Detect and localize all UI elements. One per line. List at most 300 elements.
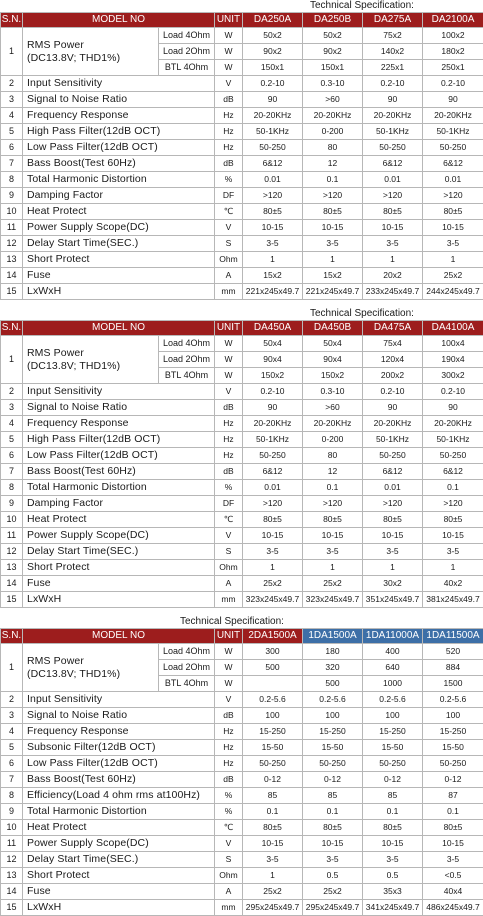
header-unit: UNIT [215,629,243,644]
value-cell: 100 [363,708,423,724]
value-cell: 50-250 [243,448,303,464]
spec-name: Bass Boost(Test 60Hz) [23,464,215,480]
row-number: 10 [1,820,23,836]
value-cell: 10-15 [363,220,423,236]
header-row [1,13,483,28]
value-cell: 80±5 [423,204,483,220]
value-cell: 341x245x49.7 [363,900,423,916]
rms-power-title: RMS Power [27,39,158,52]
unit-cell: ℃ [215,820,243,836]
spec-row [1,740,483,756]
value-cell: 1 [423,560,483,576]
value-cell: 15x2 [303,268,363,284]
value-cell: 3-5 [363,236,423,252]
rms-power-label [23,644,159,692]
spec-name: Total Harmonic Distortion [23,804,215,820]
value-cell: >120 [303,188,363,204]
value-cell: 10-15 [423,528,483,544]
spec-name: Signal to Noise Ratio [23,708,215,724]
row-number: 10 [1,512,23,528]
value-cell: 90 [363,400,423,416]
value-cell: 200x2 [363,368,423,384]
spec-row [1,284,483,300]
row-number: 6 [1,756,23,772]
header-model: MODEL NO [23,321,215,336]
header-model-name: 1DA1500A [303,629,363,644]
spec-block [0,0,483,300]
value-cell: 50-250 [423,140,483,156]
value-cell: 150x2 [243,368,303,384]
value-cell: 120x4 [363,352,423,368]
value-cell: 50-250 [423,448,483,464]
value-cell: 221x245x49.7 [243,284,303,300]
value-cell: 0-12 [243,772,303,788]
unit-cell: dB [215,772,243,788]
row-number: 1 [1,336,23,384]
value-cell: 35x3 [363,884,423,900]
rms-power-condition: (DC13.8V; THD1%) [27,360,158,373]
value-cell: 15-50 [363,740,423,756]
value-cell: 323x245x49.7 [243,592,303,608]
unit-cell: % [215,788,243,804]
spec-name: Signal to Noise Ratio [23,92,215,108]
row-number: 2 [1,384,23,400]
value-cell: 10-15 [423,220,483,236]
spec-row [1,528,483,544]
value-cell [243,676,303,692]
value-cell: 323x245x49.7 [303,592,363,608]
row-number: 2 [1,76,23,92]
unit-cell: DF [215,188,243,204]
value-cell: 0.1 [303,172,363,188]
spec-name: Heat Protect [23,204,215,220]
value-cell: 3-5 [303,852,363,868]
row-number: 3 [1,92,23,108]
value-cell: 15-250 [303,724,363,740]
value-cell: 80±5 [243,512,303,528]
value-cell: 6&12 [363,156,423,172]
header-model-name: DA275A [363,13,423,28]
value-cell: 50-1KHz [423,124,483,140]
value-cell: 25x2 [423,268,483,284]
row-number: 12 [1,236,23,252]
spec-block [0,616,483,916]
value-cell: 10-15 [243,836,303,852]
value-cell: 150x1 [303,60,363,76]
spec-name: Efficiency(Load 4 ohm rms at100Hz) [23,788,215,804]
spec-row [1,480,483,496]
spec-name: Fuse [23,268,215,284]
value-cell: 0.2-5.6 [423,692,483,708]
value-cell: 0-12 [303,772,363,788]
value-cell: 10-15 [363,836,423,852]
unit-cell: dB [215,92,243,108]
rms-power-title: RMS Power [27,655,158,668]
value-cell: 50-250 [243,140,303,156]
value-cell: 295x245x49.7 [243,900,303,916]
rms-row [1,28,483,44]
value-cell: 150x2 [303,368,363,384]
spec-row [1,448,483,464]
value-cell: 0.2-5.6 [303,692,363,708]
value-cell: 0.2-10 [243,384,303,400]
value-cell: 6&12 [243,156,303,172]
spec-row [1,836,483,852]
spec-name: Damping Factor [23,496,215,512]
value-cell: 10-15 [243,528,303,544]
value-cell: 20-20KHz [303,416,363,432]
header-model: MODEL NO [23,13,215,28]
value-cell: >120 [423,188,483,204]
spec-row [1,868,483,884]
spec-row [1,204,483,220]
header-sn: S.N. [1,629,23,644]
rms-power-title: RMS Power [27,347,158,360]
value-cell: 20x2 [363,268,423,284]
value-cell: 320 [303,660,363,676]
unit-cell: dB [215,708,243,724]
spec-name: Low Pass Filter(12dB OCT) [23,140,215,156]
value-cell: 90x4 [243,352,303,368]
spec-name: Signal to Noise Ratio [23,400,215,416]
row-number: 10 [1,204,23,220]
spec-row [1,884,483,900]
row-number: 9 [1,496,23,512]
value-cell: 80±5 [303,512,363,528]
spec-row [1,592,483,608]
spec-row [1,252,483,268]
spec-row [1,464,483,480]
spec-title: Technical Specification: [0,308,483,320]
row-number: 3 [1,400,23,416]
rms-power-label [23,336,159,384]
value-cell: 50-1KHz [243,432,303,448]
value-cell: 1 [363,560,423,576]
row-number: 8 [1,172,23,188]
unit-cell: A [215,576,243,592]
value-cell: 233x245x49.7 [363,284,423,300]
value-cell: 20-20KHz [363,108,423,124]
row-number: 9 [1,188,23,204]
row-number: 8 [1,788,23,804]
value-cell: 50-250 [303,756,363,772]
value-cell: 1500 [423,676,483,692]
value-cell: 15-250 [243,724,303,740]
value-cell: 50-1KHz [363,124,423,140]
unit-cell: W [215,336,243,352]
unit-cell: Hz [215,756,243,772]
row-number: 7 [1,156,23,172]
spec-row [1,384,483,400]
value-cell: 295x245x49.7 [303,900,363,916]
value-cell: 85 [363,788,423,804]
spec-name: High Pass Filter(12dB OCT) [23,124,215,140]
unit-cell: ℃ [215,512,243,528]
unit-cell: V [215,692,243,708]
unit-cell: Ohm [215,560,243,576]
row-number: 9 [1,804,23,820]
value-cell: 10-15 [423,836,483,852]
row-number: 15 [1,900,23,916]
value-cell: >120 [363,188,423,204]
row-number: 5 [1,432,23,448]
value-cell: 100x2 [423,28,483,44]
unit-cell: V [215,528,243,544]
row-number: 11 [1,220,23,236]
value-cell: 0.2-10 [363,384,423,400]
value-cell: 3-5 [423,852,483,868]
value-cell: >120 [303,496,363,512]
value-cell: 1 [303,560,363,576]
header-model-name: 1DA11000A [363,629,423,644]
unit-cell: W [215,644,243,660]
value-cell: 10-15 [303,528,363,544]
value-cell: 0.3-10 [303,76,363,92]
spec-name: High Pass Filter(12dB OCT) [23,432,215,448]
value-cell: 6&12 [243,464,303,480]
unit-cell: W [215,368,243,384]
spec-name: LxWxH [23,900,215,916]
spec-row [1,512,483,528]
spec-row [1,188,483,204]
value-cell: >60 [303,400,363,416]
value-cell: 0.5 [363,868,423,884]
value-cell: 50-250 [243,756,303,772]
row-number: 7 [1,464,23,480]
value-cell: 90 [243,400,303,416]
unit-cell: Hz [215,724,243,740]
value-cell: 180 [303,644,363,660]
row-number: 14 [1,884,23,900]
value-cell: 0.1 [303,480,363,496]
value-cell: 50-250 [363,140,423,156]
value-cell: 150x1 [243,60,303,76]
spec-row [1,124,483,140]
header-model-name: DA4100A [423,321,483,336]
value-cell: 0-200 [303,432,363,448]
value-cell: 25x2 [303,884,363,900]
spec-name: Frequency Response [23,108,215,124]
spec-row [1,108,483,124]
spec-name: Delay Start Time(SEC.) [23,852,215,868]
value-cell: 50x2 [303,28,363,44]
value-cell: 80±5 [363,204,423,220]
value-cell: 15-250 [363,724,423,740]
header-model-name: DA450B [303,321,363,336]
value-cell: 90 [363,92,423,108]
spec-row [1,820,483,836]
value-cell: 1000 [363,676,423,692]
spec-table [0,12,483,300]
spec-title: Technical Specification: [0,0,483,12]
value-cell: >120 [243,496,303,512]
rms-row [1,644,483,660]
value-cell: 351x245x49.7 [363,592,423,608]
value-cell: 90x2 [243,44,303,60]
unit-cell: % [215,172,243,188]
spec-name: Short Protect [23,868,215,884]
value-cell: 500 [243,660,303,676]
value-cell: 75x4 [363,336,423,352]
value-cell: 6&12 [423,464,483,480]
spec-row [1,544,483,560]
value-cell: 80 [303,140,363,156]
row-number: 13 [1,252,23,268]
value-cell: 1 [243,560,303,576]
unit-cell: V [215,220,243,236]
spec-name: Subsonic Filter(12dB OCT) [23,740,215,756]
value-cell: 6&12 [363,464,423,480]
value-cell: 80±5 [423,512,483,528]
value-cell: 10-15 [303,220,363,236]
unit-cell: W [215,60,243,76]
spec-row [1,92,483,108]
row-number: 6 [1,448,23,464]
unit-cell: Hz [215,108,243,124]
spec-name: Heat Protect [23,820,215,836]
value-cell: 1 [423,252,483,268]
header-unit: UNIT [215,321,243,336]
value-cell: 25x2 [243,576,303,592]
header-model-name: DA2100A [423,13,483,28]
value-cell: 0.1 [423,480,483,496]
value-cell: 1 [363,252,423,268]
row-number: 15 [1,592,23,608]
row-number: 13 [1,868,23,884]
load-label: BTL 4Ohm [159,676,215,692]
value-cell: >120 [243,188,303,204]
spec-table [0,628,483,916]
unit-cell: Hz [215,740,243,756]
header-model-name: DA250B [303,13,363,28]
value-cell: 3-5 [423,236,483,252]
load-label: Load 4Ohm [159,644,215,660]
spec-table [0,320,483,608]
unit-cell: S [215,236,243,252]
spec-name: Input Sensitivity [23,384,215,400]
value-cell: 884 [423,660,483,676]
header-unit: UNIT [215,13,243,28]
spec-name: Input Sensitivity [23,76,215,92]
load-label: Load 2Ohm [159,44,215,60]
value-cell: 0.2-5.6 [363,692,423,708]
spec-row [1,724,483,740]
header-model-name: DA475A [363,321,423,336]
row-number: 5 [1,124,23,140]
value-cell: 0.01 [243,172,303,188]
value-cell: 221x245x49.7 [303,284,363,300]
spec-row [1,156,483,172]
value-cell: 80±5 [303,820,363,836]
unit-cell: Hz [215,432,243,448]
value-cell: 486x245x49.7 [423,900,483,916]
value-cell: 0.01 [243,480,303,496]
value-cell: 0.5 [303,868,363,884]
row-number: 5 [1,740,23,756]
spec-block [0,308,483,608]
value-cell: >120 [423,496,483,512]
value-cell: 1 [303,252,363,268]
value-cell: 85 [243,788,303,804]
value-cell: 40x2 [423,576,483,592]
value-cell: 3-5 [363,852,423,868]
value-cell: <0.5 [423,868,483,884]
row-number: 4 [1,416,23,432]
header-row [1,629,483,644]
load-label: Load 4Ohm [159,28,215,44]
value-cell: 75x2 [363,28,423,44]
unit-cell: Ohm [215,868,243,884]
value-cell: 50-250 [423,756,483,772]
block-gap [0,608,483,616]
value-cell: >120 [363,496,423,512]
spec-name: Bass Boost(Test 60Hz) [23,772,215,788]
unit-cell: mm [215,900,243,916]
block-gap [0,300,483,308]
value-cell: 190x4 [423,352,483,368]
unit-cell: % [215,804,243,820]
unit-cell: W [215,44,243,60]
unit-cell: mm [215,592,243,608]
value-cell: 300 [243,644,303,660]
value-cell: 15-50 [243,740,303,756]
row-number: 4 [1,724,23,740]
row-number: 6 [1,140,23,156]
unit-cell: V [215,836,243,852]
load-label: Load 2Ohm [159,352,215,368]
value-cell: 25x2 [303,576,363,592]
spec-row [1,708,483,724]
value-cell: 100 [303,708,363,724]
unit-cell: W [215,660,243,676]
spec-name: Total Harmonic Distortion [23,480,215,496]
spec-row [1,900,483,916]
value-cell: 15-250 [423,724,483,740]
value-cell: 10-15 [243,220,303,236]
unit-cell: Hz [215,448,243,464]
spec-name: Heat Protect [23,512,215,528]
spec-row [1,400,483,416]
spec-name: Total Harmonic Distortion [23,172,215,188]
unit-cell: W [215,28,243,44]
value-cell: 1 [243,252,303,268]
value-cell: 180x2 [423,44,483,60]
value-cell: 0.01 [363,172,423,188]
value-cell: 0.3-10 [303,384,363,400]
header-sn: S.N. [1,13,23,28]
spec-row [1,76,483,92]
value-cell: 100 [423,708,483,724]
value-cell: 20-20KHz [243,108,303,124]
value-cell: 0-12 [363,772,423,788]
value-cell: 140x2 [363,44,423,60]
value-cell: >60 [303,92,363,108]
value-cell: 80±5 [363,512,423,528]
spec-row [1,236,483,252]
spec-row [1,804,483,820]
spec-name: Input Sensitivity [23,692,215,708]
spec-name: Frequency Response [23,724,215,740]
value-cell: 90 [423,92,483,108]
value-cell: 50-1KHz [363,432,423,448]
row-number: 11 [1,836,23,852]
unit-cell: dB [215,464,243,480]
value-cell: 80±5 [303,204,363,220]
value-cell: 100x4 [423,336,483,352]
row-number: 8 [1,480,23,496]
load-label: Load 2Ohm [159,660,215,676]
spec-row [1,560,483,576]
